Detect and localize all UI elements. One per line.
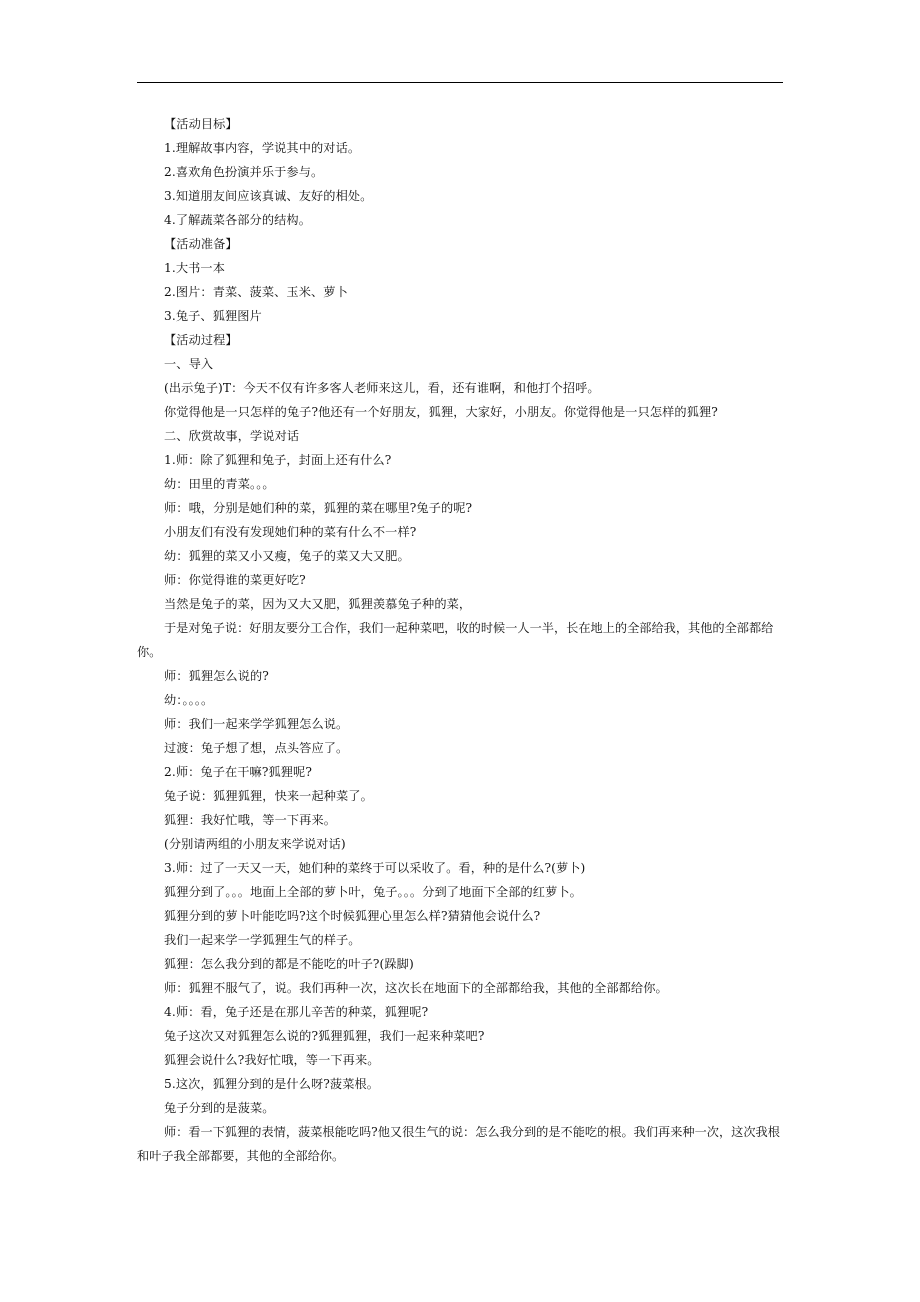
section-heading-goals: 【活动目标】: [164, 117, 238, 131]
paragraph-line: 兔子说：狐狸狐狸，快来一起种菜了。: [164, 789, 373, 803]
paragraph-line: 师：狐狸不服气了，说。我们再种一次，这次长在地面下的全部都给我，其他的全部都给你。: [164, 981, 668, 995]
header-rule: [137, 82, 783, 83]
paragraph-line: (分别请两组的小朋友来学说对话): [164, 837, 346, 851]
paragraph-line: (出示兔子)T：今天不仅有许多客人老师来这儿，看，还有谁啊，和他打个招呼。: [164, 381, 600, 395]
section-heading-process: 【活动过程】: [164, 333, 238, 347]
paragraph-line: 师：你觉得谁的菜更好吃?: [164, 573, 306, 587]
paragraph-wrapped: 师：看一下狐狸的表情，菠菜根能吃吗?他又很生气的说：怎么我分到的是不能吃的根。我们再来种一次，这次我根和叶子我全部都要，其他的全部给你。: [137, 1125, 780, 1163]
paragraph-line: 你觉得他是一只怎样的兔子?他还有一个好朋友，狐狸，大家好，小朋友。你觉得他是一只怎样的狐狸?: [164, 405, 718, 419]
paragraph-line: 狐狸会说什么?我好忙哦，等一下再来。: [164, 1053, 380, 1067]
paragraph-line: 4.师：看，兔子还是在那儿辛苦的种菜，狐狸呢?: [164, 1005, 429, 1019]
paragraph-line: 当然是兔子的菜，因为又大又肥，狐狸羡慕兔子种的菜，: [164, 597, 472, 611]
paragraph-line: 狐狸分到的萝卜叶能吃吗?这个时候狐狸心里怎么样?猜猜他会说什么?: [164, 909, 541, 923]
goal-item: 2.喜欢角色扮演并乐于参与。: [164, 165, 324, 179]
paragraph-line: 3.师：过了一天又一天，她们种的菜终于可以采收了。看，种的是什么?(萝卜): [164, 861, 586, 875]
paragraph-line: 5.这次，狐狸分到的是什么呀?菠菜根。: [164, 1077, 380, 1091]
paragraph-line: 师：狐狸怎么说的?: [164, 669, 269, 683]
preparation-item: 1.大书一本: [164, 261, 225, 275]
document-body: [137, 112, 783, 1168]
paragraph-line: 小朋友们有没有发现她们种的菜有什么不一样?: [164, 525, 417, 539]
paragraph-line: 狐狸分到了。。。地面上全部的萝卜叶，兔子。。。分到了地面下全部的红萝卜。: [164, 885, 582, 899]
preparation-item: 3.兔子、狐狸图片: [164, 309, 262, 323]
goal-item: 1.理解故事内容，学说其中的对话。: [164, 141, 361, 155]
section-heading-preparation: 【活动准备】: [164, 237, 238, 251]
paragraph-line: 狐狸：我好忙哦，等一下再来。: [164, 813, 337, 827]
paragraph-line: 我们一起来学一学狐狸生气的样子。: [164, 933, 361, 947]
paragraph-wrapped: 于是对兔子说：好朋友要分工合作，我们一起种菜吧，收的时候一人一半，长在地上的全部给我，其他的全部都给你。: [137, 621, 774, 659]
subsection-heading: 一、导入: [164, 357, 214, 371]
paragraph-line: 师：哦，分别是她们种的菜，狐狸的菜在哪里?兔子的呢?: [164, 501, 473, 515]
goal-item: 3.知道朋友间应该真诚、友好的相处。: [164, 189, 373, 203]
paragraph-line: 师：我们一起来学学狐狸怎么说。: [164, 717, 349, 731]
paragraph-line: 兔子分到的是菠菜。: [164, 1101, 275, 1115]
goal-item: 4.了解蔬菜各部分的结构。: [164, 213, 311, 227]
paragraph-line: 幼：。。。。: [164, 693, 214, 707]
paragraph-line: 幼：狐狸的菜又小又瘦，兔子的菜又大又肥。: [164, 549, 410, 563]
paragraph-line: 幼：田里的青菜。。。: [164, 477, 275, 491]
preparation-item: 2.图片：青菜、菠菜、玉米、萝卜: [164, 285, 348, 299]
paragraph-line: 狐狸：怎么我分到的都是不能吃的叶子?(跺脚): [164, 957, 414, 971]
paragraph-line: 过渡：兔子想了想，点头答应了。: [164, 741, 349, 755]
subsection-heading: 二、欣赏故事，学说对话: [164, 429, 300, 443]
paragraph-line: 1.师：除了狐狸和兔子，封面上还有什么?: [164, 453, 392, 467]
paragraph-line: 2.师：兔子在干嘛?狐狸呢?: [164, 765, 312, 779]
paragraph-line: 兔子这次又对狐狸怎么说的?狐狸狐狸，我们一起来种菜吧?: [164, 1029, 485, 1043]
